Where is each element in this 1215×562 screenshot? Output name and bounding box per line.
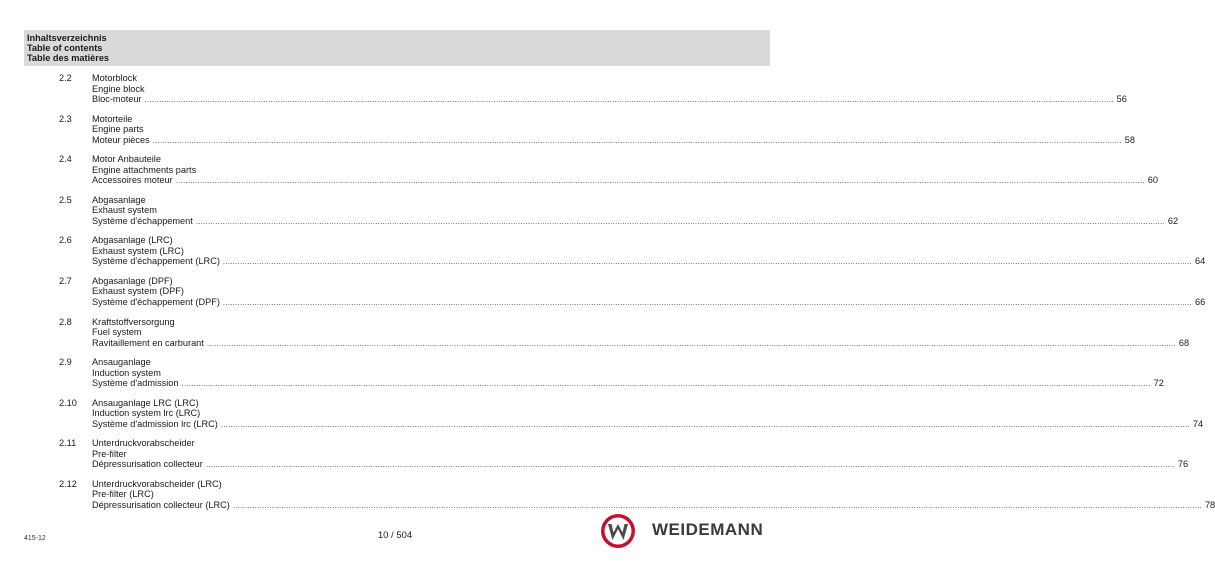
section-number: 2.6 bbox=[59, 235, 72, 246]
section-title-en: Induction system bbox=[92, 367, 161, 378]
toc-entry[interactable] bbox=[0, 192, 1179, 233]
toc-entry[interactable] bbox=[0, 314, 1190, 355]
dot-leader: ................................................................................................................................................................................................................................................................................................................................................................................................................ bbox=[222, 257, 1192, 267]
section-title-fr: Système d'admission bbox=[92, 378, 179, 389]
toc-entry[interactable] bbox=[0, 70, 1127, 111]
section-title-de: Abgasanlage bbox=[92, 194, 146, 205]
page-number[interactable]: 72 bbox=[1153, 378, 1164, 389]
page-number[interactable]: 78 bbox=[1204, 499, 1215, 510]
page-number[interactable]: 56 bbox=[1116, 94, 1127, 104]
page-indicator: 10 / 504 bbox=[377, 530, 413, 541]
section-title-de: Motorteile bbox=[92, 113, 133, 124]
section-title-fr: Dépressurisation collecteur bbox=[92, 459, 203, 470]
section-title-en: Engine attachments parts bbox=[92, 164, 197, 175]
section-number: 2.10 bbox=[59, 397, 77, 408]
page-number[interactable]: 74 bbox=[1192, 418, 1204, 429]
section-title-de: Abgasanlage (DPF) bbox=[92, 275, 173, 286]
toc-entry[interactable] bbox=[0, 354, 1164, 395]
section-title-fr: Ravitaillement en carburant bbox=[92, 337, 204, 348]
page-number[interactable]: 58 bbox=[1124, 134, 1136, 145]
dot-leader: ................................................................................................................................................................................................................................................................................................................................................................................................................ bbox=[205, 460, 1175, 470]
section-title-fr: Accessoires moteur bbox=[92, 175, 173, 186]
section-title-de: Motorblock bbox=[92, 73, 137, 83]
section-title-de: Motor Anbauteile bbox=[92, 154, 161, 165]
toc-entries bbox=[0, 70, 1215, 517]
toc-title-en: Table of contents bbox=[27, 43, 103, 53]
toc-entry[interactable] bbox=[0, 151, 1158, 192]
section-title-en: Exhaust system bbox=[92, 205, 157, 216]
section-title-de: Unterdruckvorabscheider bbox=[92, 438, 195, 449]
section-title-en: Engine parts bbox=[92, 124, 144, 135]
section-title-fr: Système d'échappement bbox=[92, 215, 193, 226]
dot-leader: ................................................................................................................................................................................................................................................................................................................................................................................................................ bbox=[206, 338, 1176, 348]
page-number[interactable]: 76 bbox=[1177, 459, 1189, 470]
toc-title-de: Inhaltsverzeichnis bbox=[27, 33, 107, 43]
weidemann-w-logo-icon bbox=[600, 513, 636, 549]
section-title-fr: Système d'échappement (DPF) bbox=[92, 296, 220, 307]
dot-leader: ................................................................................................................................................................................................................................................................................................................................................................................................................ bbox=[220, 419, 1190, 429]
section-title-en: Pre-filter (LRC) bbox=[92, 489, 154, 500]
section-title-fr: Système d'échappement (LRC) bbox=[92, 256, 220, 267]
document-code: 415-12 bbox=[24, 535, 46, 542]
toc-entry[interactable] bbox=[0, 435, 1189, 476]
toc-entry[interactable] bbox=[0, 232, 1206, 273]
section-title-de: Unterdruckvorabscheider (LRC) bbox=[92, 478, 222, 489]
page-number[interactable]: 68 bbox=[1178, 337, 1190, 348]
section-number: 2.2 bbox=[59, 73, 72, 83]
section-title-de: Ansauganlage bbox=[92, 357, 151, 368]
toc-entry[interactable] bbox=[0, 273, 1206, 314]
section-title-de: Kraftstoffversorgung bbox=[92, 316, 175, 327]
section-number: 2.7 bbox=[59, 275, 72, 286]
page-number[interactable]: 60 bbox=[1147, 175, 1158, 186]
dot-leader: ................................................................................................................................................................................................................................................................................................................................................................................................................ bbox=[195, 216, 1165, 226]
dot-leader: ................................................................................................................................................................................................................................................................................................................................................................................................................ bbox=[232, 500, 1202, 510]
section-number: 2.3 bbox=[59, 113, 72, 124]
toc-header bbox=[24, 30, 770, 66]
brand-name: WEIDEMANN bbox=[652, 520, 764, 539]
toc-entry[interactable] bbox=[0, 395, 1204, 436]
dot-leader: ................................................................................................................................................................................................................................................................................................................................................................................................................ bbox=[144, 95, 1114, 104]
section-title-fr: Moteur pièces bbox=[92, 134, 150, 145]
toc-title-fr: Table des matières bbox=[27, 53, 110, 63]
section-title-en: Fuel system bbox=[92, 327, 142, 338]
section-title-en: Exhaust system (LRC) bbox=[92, 245, 184, 256]
section-title-fr: Bloc-moteur bbox=[92, 94, 142, 104]
section-title-de: Abgasanlage (LRC) bbox=[92, 235, 173, 246]
section-title-en: Induction system lrc (LRC) bbox=[92, 408, 201, 419]
section-title-fr: Dépressurisation collecteur (LRC) bbox=[92, 499, 230, 510]
toc-entry[interactable] bbox=[0, 111, 1136, 152]
section-title-en: Pre-filter bbox=[92, 448, 127, 459]
section-number: 2.12 bbox=[59, 478, 77, 489]
dot-leader: ................................................................................................................................................................................................................................................................................................................................................................................................................ bbox=[222, 297, 1192, 307]
dot-leader: ................................................................................................................................................................................................................................................................................................................................................................................................................ bbox=[175, 176, 1145, 186]
section-number: 2.8 bbox=[59, 316, 72, 327]
section-number: 2.4 bbox=[59, 154, 72, 165]
toc-entry[interactable] bbox=[0, 476, 1215, 517]
section-title-fr: Système d'admission lrc (LRC) bbox=[92, 418, 218, 429]
section-title-de: Ansauganlage LRC (LRC) bbox=[92, 397, 199, 408]
page-number[interactable]: 62 bbox=[1167, 215, 1179, 226]
section-number: 2.11 bbox=[59, 438, 77, 449]
section-number: 2.9 bbox=[59, 357, 72, 368]
dot-leader: ................................................................................................................................................................................................................................................................................................................................................................................................................ bbox=[152, 135, 1122, 145]
section-title-en: Engine block bbox=[92, 83, 145, 94]
page-number[interactable]: 64 bbox=[1194, 256, 1206, 267]
page-number[interactable]: 66 bbox=[1194, 296, 1206, 307]
dot-leader: ................................................................................................................................................................................................................................................................................................................................................................................................................ bbox=[181, 379, 1151, 389]
section-title-en: Exhaust system (DPF) bbox=[92, 286, 184, 297]
section-number: 2.5 bbox=[59, 194, 72, 205]
